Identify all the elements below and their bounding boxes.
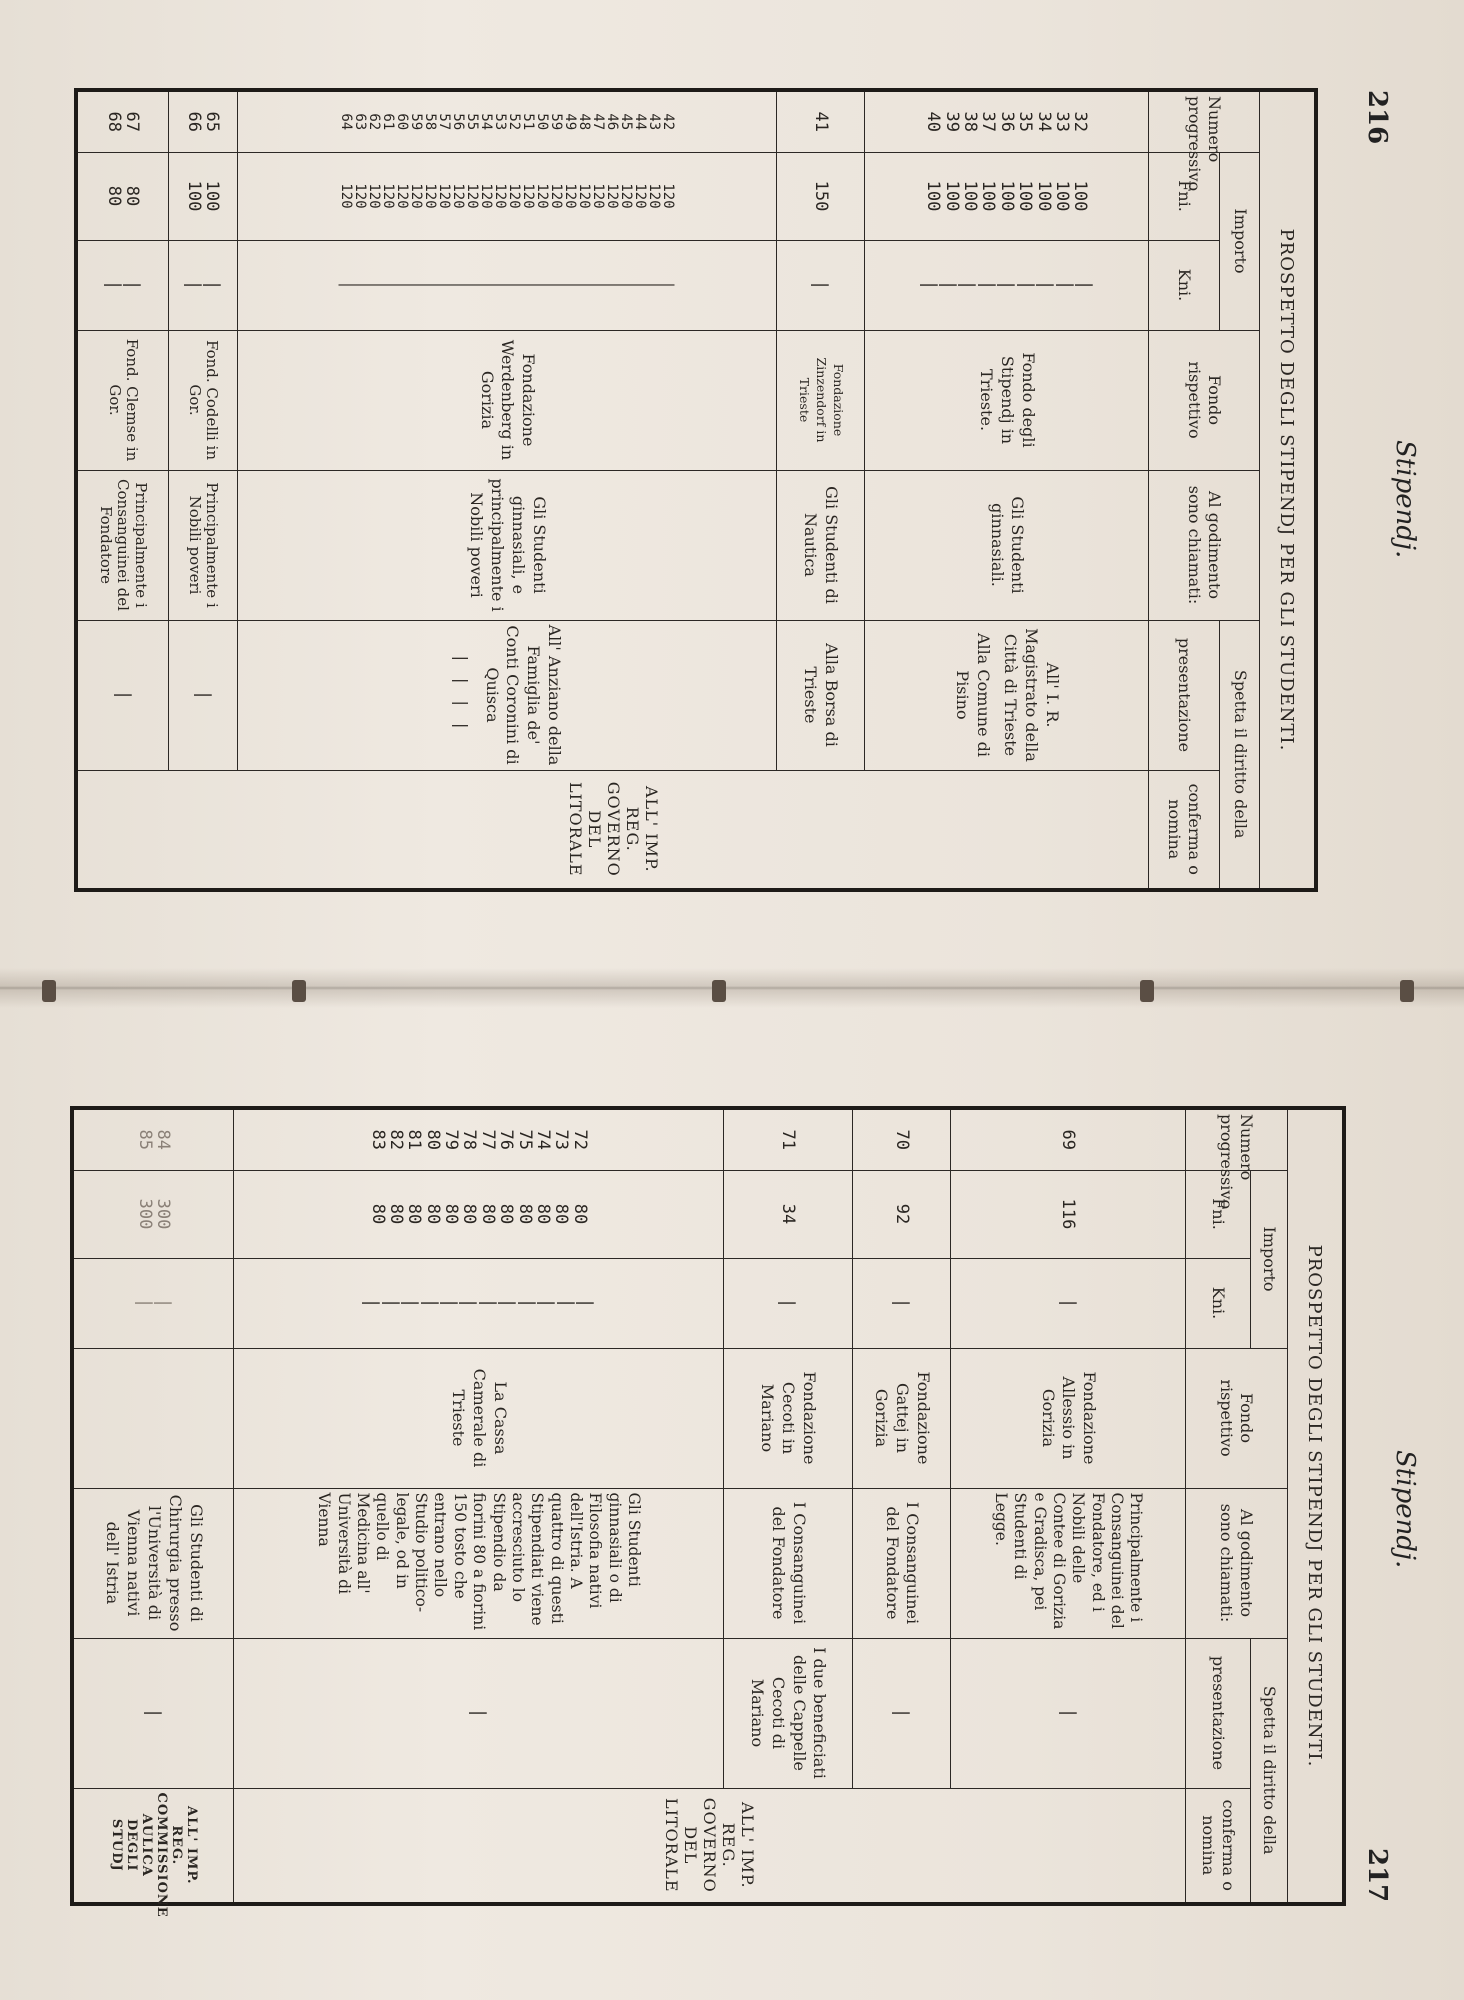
page-number: 216 <box>1362 90 1392 145</box>
numero-cell: 84 85 <box>72 1108 234 1170</box>
header-conferma: conferma o nomina <box>1185 1788 1251 1904</box>
fondo-cell: Fondazione Cecoti in Mariano <box>723 1348 852 1488</box>
numero-cell: 67 68 <box>76 90 168 152</box>
fni-cell: 116 <box>951 1170 1185 1258</box>
kni-cell: | <box>777 240 865 330</box>
page-number: 217 <box>1362 1848 1392 1903</box>
presentazione-cell: I due beneficiati delle Cappelle Cecoti di Mariano <box>723 1638 852 1788</box>
fondo-cell: Fondazione Gattej in Gorizia <box>852 1348 951 1488</box>
header-godimento: Al godimento sono chiamati: <box>1185 1488 1287 1638</box>
fondo-cell: Fond. Codelli in Gor. <box>168 330 237 470</box>
presentazione-cell <box>864 620 1148 770</box>
stitch-mark <box>42 980 56 1002</box>
table-row <box>234 1108 723 1904</box>
page-217 <box>70 1106 1346 1918</box>
kni-cell: | | | | | | | | | | | | | | | | | | | | | | | | <box>237 240 776 330</box>
table-row <box>72 1108 234 1904</box>
numero-cell: 72 73 74 75 76 77 78 79 80 81 82 83 <box>234 1108 723 1170</box>
header-kni: Kni. <box>1149 240 1220 330</box>
header-kni: Kni. <box>1185 1258 1251 1348</box>
numero-cell: 42 43 44 45 46 47 48 49 59 50 51 52 53 54 55 56 57 58 59 60 61 62 63 64 <box>237 90 776 152</box>
fondo-cell: La Cassa Camerale di Trieste <box>234 1348 723 1488</box>
header-godimento: Al godimento sono chiamati: <box>1149 470 1260 620</box>
table-row <box>864 90 1148 890</box>
conferma-cell: ALL' IMP. REG. COMMISSIONE AULICA DEGLI STUDJ <box>72 1788 234 1904</box>
godimento-cell: Gli Studenti ginnasiali o di Filosofia nativi dell'Istria. A quattro di questi Stipendiati viene accresciuto lo Stipendio da fiorini 80 a fiorini 150 tosto che entrano nello Studio politico-legale, od in quello di Medicina all' Università di Vienna <box>234 1488 723 1638</box>
godimento-cell: I Consanguinei del Fondatore <box>723 1488 852 1638</box>
presentazione-cell: | <box>76 620 168 770</box>
fondo-cell: Fondazione Zinzendorf in Trieste <box>777 330 865 470</box>
presentazione-marks: | | | | <box>451 655 471 735</box>
kni-cell: | | <box>76 240 168 330</box>
kni-cell: | | <box>168 240 237 330</box>
table-title: PROSPETTO DEGLI STIPENDJ PER GLI STUDENTI. <box>1260 90 1317 890</box>
binding-fold <box>0 968 1464 1008</box>
numero-cell: 65 66 <box>168 90 237 152</box>
running-title: Stipendj. <box>1390 1450 1420 1569</box>
fondo-cell-empty <box>72 1348 234 1488</box>
presentazione-cell <box>237 620 776 770</box>
presentazione-text: All' Anziano della Famiglia de' Conti Coronini di Quisca <box>482 624 564 766</box>
presentazione-text: Alla Comune di Pisino <box>953 633 994 757</box>
fondo-cell: Fond. Clemse in Gor. <box>76 330 168 470</box>
fondo-cell: Fondo degli Stipendj in Trieste. <box>864 330 1148 470</box>
stipendj-table <box>74 88 1318 892</box>
header-presentazione: presentazione <box>1185 1638 1251 1788</box>
godimento-cell: Gli Studenti ginnasiali. <box>864 470 1148 620</box>
numero-cell: 71 <box>723 1108 852 1170</box>
conferma-cell: ALL' IMP. REG. GOVERNO DEL LITORALE <box>76 770 1149 890</box>
godimento-cell: Principalmente i Consanguinei del Fondatore <box>76 470 168 620</box>
conferma-cell: ALL' IMP. REG. GOVERNO DEL LITORALE <box>234 1788 1185 1904</box>
kni-cell: | | | | | | | | | <box>864 240 1148 330</box>
numero-cell: 70 <box>852 1108 951 1170</box>
presentazione-cell: | <box>234 1638 723 1788</box>
presentazione-cell: | <box>72 1638 234 1788</box>
stipendj-table <box>70 1106 1346 1918</box>
header-conferma: conferma o nomina <box>1149 770 1220 890</box>
running-title: Stipendj. <box>1390 440 1420 559</box>
header-fondo: Fondo rispettivo <box>1185 1348 1287 1488</box>
header-presentazione: presentazione <box>1149 620 1220 770</box>
stitch-mark <box>292 980 306 1002</box>
presentazione-cell: | <box>852 1638 951 1788</box>
godimento-cell: Principalmente i Nobili poveri <box>168 470 237 620</box>
table-row <box>852 1108 951 1904</box>
kni-cell: | <box>951 1258 1185 1348</box>
header-importo: Importo <box>1220 152 1260 330</box>
table-row <box>951 1108 1185 1904</box>
stitch-mark <box>1400 980 1414 1002</box>
kni-cell: | <box>723 1258 852 1348</box>
fni-cell: 150 <box>777 152 865 240</box>
numero-cell: 41 <box>777 90 865 152</box>
fni-cell: 300 300 <box>72 1170 234 1258</box>
kni-cell: | <box>852 1258 951 1348</box>
godimento-cell: Gli Studenti ginnasiali, e principalmente i Nobili poveri <box>237 470 776 620</box>
kni-cell: | | <box>72 1258 234 1348</box>
godimento-cell: Principalmente i Consanguinei del Fondatore, ed i Nobili delle Contee di Gorizia e Gradisca, pei Studenti di Legge. <box>951 1488 1185 1638</box>
fni-cell: 34 <box>723 1170 852 1258</box>
fni-cell: 100 100 100 100 100 100 100 100 100 <box>864 152 1148 240</box>
presentazione-cell: | <box>951 1638 1185 1788</box>
fondo-cell: Fondazione Werdenberg in Gorizia <box>237 330 776 470</box>
godimento-cell: I Consanguinei del Fondatore <box>852 1488 951 1638</box>
header-fondo: Fondo rispettivo <box>1149 330 1260 470</box>
header-importo: Importo <box>1251 1170 1288 1348</box>
godimento-cell: Gli Studenti di Nautica <box>777 470 865 620</box>
fni-cell: 80 80 <box>76 152 168 240</box>
numero-cell: 32 33 34 35 36 37 38 39 40 <box>864 90 1148 152</box>
godimento-cell: Gli Studenti di Chirurgia presso l'Università di Vienna nativi dell' Istria <box>72 1488 234 1638</box>
fni-cell: 80 80 80 80 80 80 80 80 80 80 80 80 <box>234 1170 723 1258</box>
header-spetta: Spetta il diritto della <box>1251 1638 1288 1904</box>
kni-cell: | | | | | | | | | | | | <box>234 1258 723 1348</box>
table-title: PROSPETTO DEGLI STIPENDJ PER GLI STUDENTI. <box>1288 1108 1345 1904</box>
header-numero: Numero progressivo <box>1185 1108 1287 1170</box>
header-numero: Numero progressivo <box>1149 90 1260 152</box>
stitch-mark <box>712 980 726 1002</box>
header-spetta: Spetta il diritto della <box>1220 620 1260 890</box>
page-216 <box>74 88 1318 888</box>
fni-cell: 120 120 120 120 120 120 120 120 120 120 120 120 120 120 120 120 120 120 120 120 120 120 120 120 <box>237 152 776 240</box>
header-fni: Fni. <box>1149 152 1220 240</box>
presentazione-cell: Alla Borsa di Trieste <box>777 620 865 770</box>
fni-cell: 92 <box>852 1170 951 1258</box>
fondo-cell: Fondazione Allessio in Gorizia <box>951 1348 1185 1488</box>
presentazione-text: All' I. R. Magistrato della Città di Trieste <box>1001 628 1062 762</box>
header-fni: Fni. <box>1185 1170 1251 1258</box>
numero-cell: 69 <box>951 1108 1185 1170</box>
fni-cell: 100 100 <box>168 152 237 240</box>
presentazione-cell: | <box>168 620 237 770</box>
table-row <box>723 1108 852 1904</box>
stitch-mark <box>1140 980 1154 1002</box>
